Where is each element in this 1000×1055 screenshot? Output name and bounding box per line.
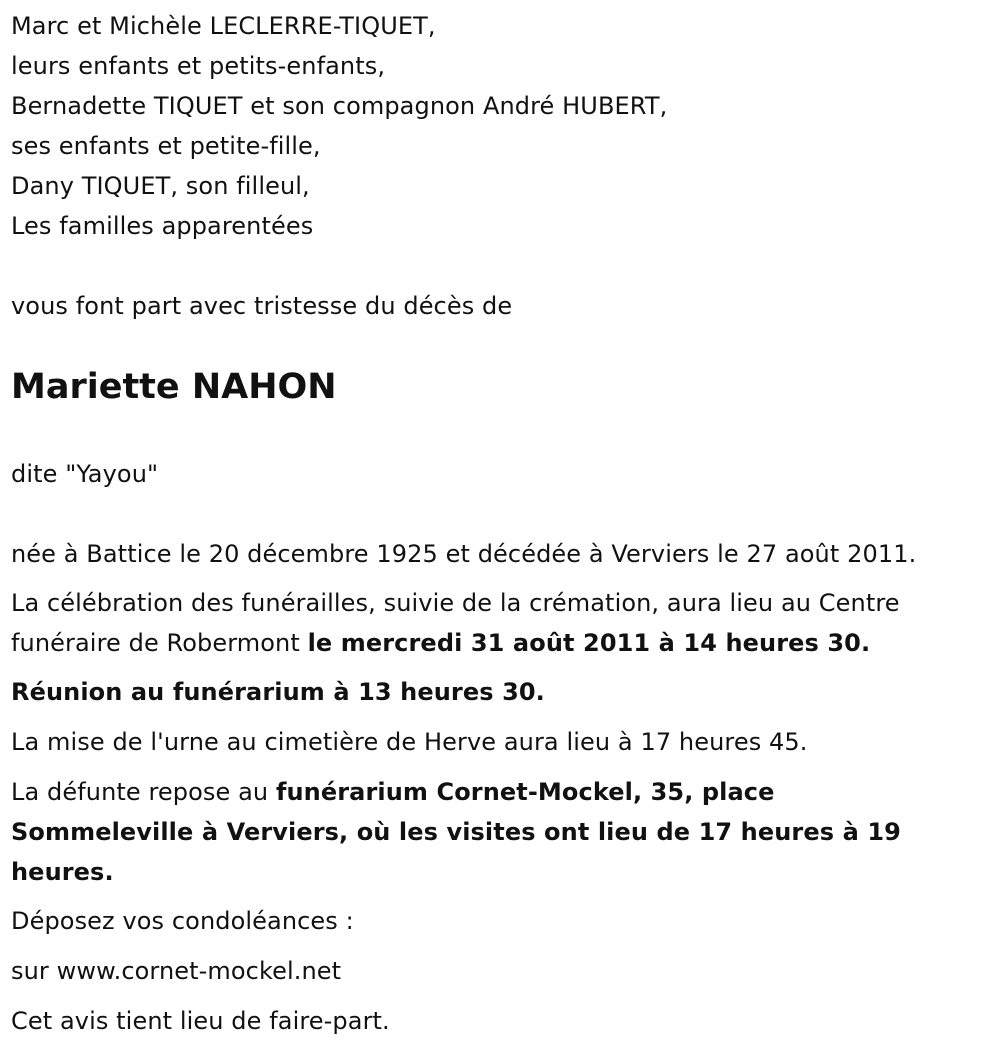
repose-paragraph: [11, 772, 911, 892]
repose-intro: La défunte repose au: [11, 778, 276, 806]
repose-details: funérarium Cornet-Mockel, 35, place Sommeleville à Verviers, où les visites ont lieu de 17 heures à 19 heures.: [11, 778, 901, 886]
family-line-5: Dany TIQUET, son filleul,: [11, 172, 310, 200]
ceremony-date: le mercredi 31 août 2011 à 14 heures 30.: [307, 629, 871, 657]
family-line-4: ses enfants et petite-fille,: [11, 132, 321, 160]
family-line-3: Bernadette TIQUET et son compagnon André HUBERT,: [11, 92, 668, 120]
family-line-1: Marc et Michèle LECLERRE-TIQUET,: [11, 12, 436, 40]
ceremony-paragraph: [11, 583, 991, 663]
condolences-label: Déposez vos condoléances :: [11, 907, 354, 935]
announcement-text: vous font part avec tristesse du décès de: [11, 292, 513, 320]
urn-line: La mise de l'urne au cimetière de Herve aura lieu à 17 heures 45.: [11, 728, 808, 756]
birth-death-dates: née à Battice le 20 décembre 1925 et décédée à Verviers le 27 août 2011.: [11, 540, 917, 568]
family-line-6: Les familles apparentées: [11, 212, 314, 240]
reunion-line: [11, 672, 545, 712]
family-line-2: leurs enfants et petits-enfants,: [11, 52, 386, 80]
deceased-nickname: dite "Yayou": [11, 460, 159, 488]
condolences-website: sur www.cornet-mockel.net: [11, 957, 342, 985]
reunion-text: Réunion au funérarium à 13 heures 30.: [11, 678, 545, 706]
closing-text: Cet avis tient lieu de faire-part.: [11, 1007, 390, 1035]
ceremony-intro: La célébration des funérailles, suivie de la crémation, aura lieu au Centre funéraire de Robermont: [11, 589, 900, 657]
deceased-name: Mariette NAHON: [11, 367, 337, 407]
